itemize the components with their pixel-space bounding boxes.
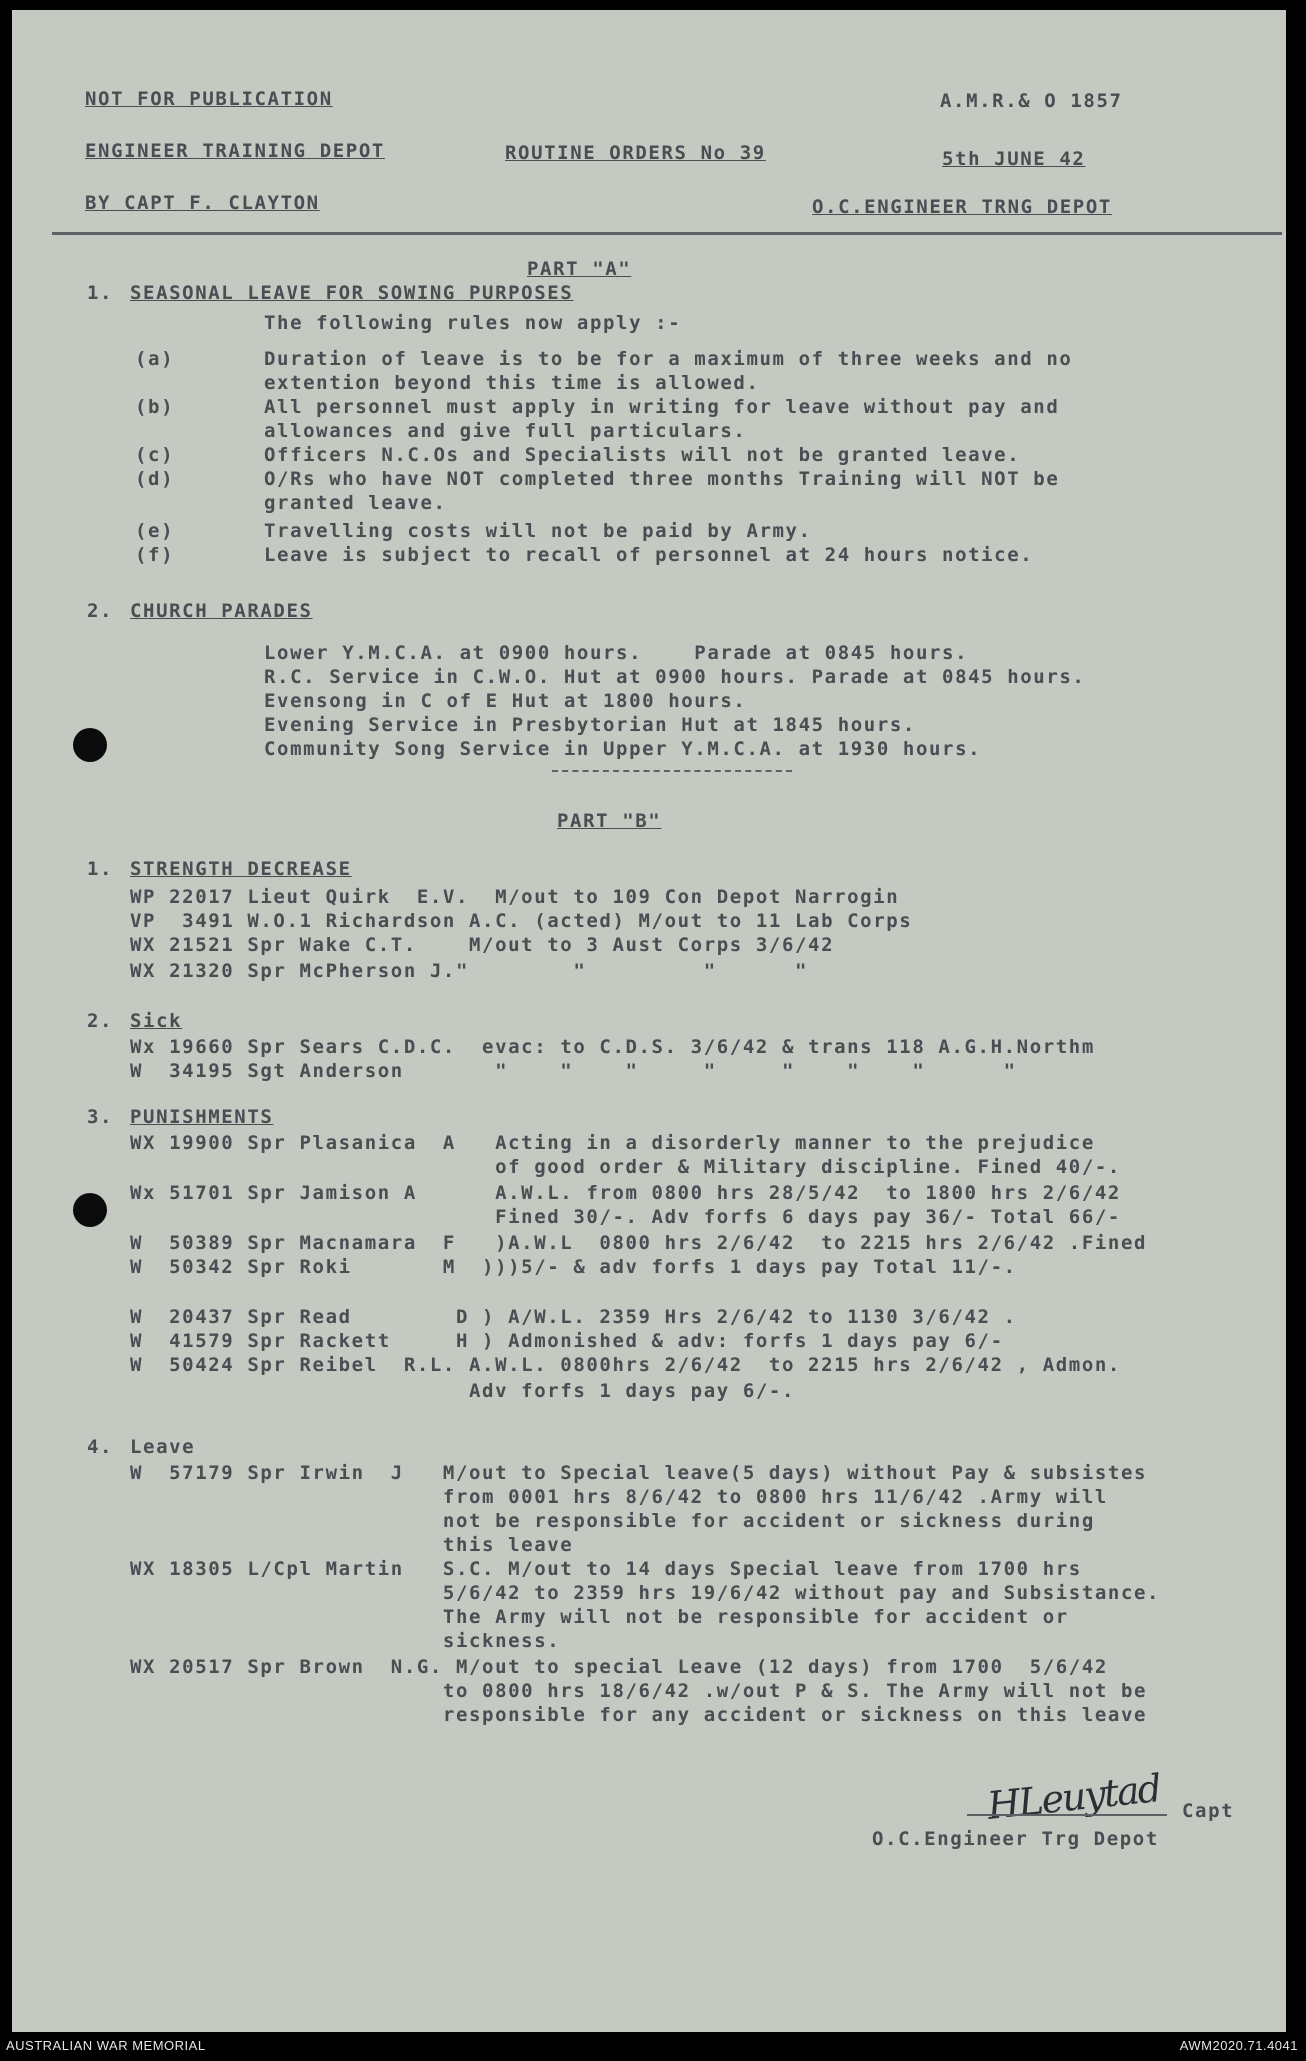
commanding-officer: O.C.ENGINEER TRNG DEPOT [812, 196, 1112, 218]
order-date: 5th JUNE 42 [942, 148, 1086, 170]
strength-line: WX 21320 Spr McPherson J." " " " [130, 960, 809, 982]
section-2-title: Sick [130, 1010, 183, 1032]
leave-line: this leave [130, 1534, 574, 1556]
part-b-title: PART "B" [557, 810, 662, 832]
signature-title: O.C.Engineer Trg Depot [872, 1828, 1159, 1850]
item-1-title: SEASONAL LEAVE FOR SOWING PURPOSES [130, 282, 574, 304]
section-3-number: 3. [87, 1106, 114, 1128]
church-line: Evensong in C of E Hut at 1800 hours. [264, 690, 747, 712]
section-4-number: 4. [87, 1436, 114, 1458]
punishment-line: Adv forfs 1 days pay 6/-. [130, 1380, 795, 1402]
item-2-number: 2. [87, 600, 114, 622]
reference-number: A.M.R.& O 1857 [940, 90, 1123, 112]
archive-reference: AWM2020.71.4041 [1179, 2038, 1298, 2053]
punishment-line: W 20437 Spr Read D ) A/W.L. 2359 Hrs 2/6/42 to 1130 3/6/42 . [130, 1306, 1017, 1328]
point-label: (f) [135, 544, 175, 566]
section-2-number: 2. [87, 1010, 114, 1032]
punishment-line: of good order & Military discipline. Fined 40/-. [130, 1156, 1121, 1178]
item-2-title: CHURCH PARADES [130, 600, 313, 622]
point-text: Officers N.C.Os and Specialists will not be granted leave. [264, 444, 1021, 466]
unit-name: ENGINEER TRAINING DEPOT [85, 140, 385, 162]
part-a-title: PART "A" [527, 258, 632, 280]
leave-line: responsible for any accident or sickness on this leave [130, 1704, 1148, 1726]
handwritten-signature: HLeuytad [985, 1766, 1162, 1828]
leave-line: WX 20517 Spr Brown N.G. M/out to special Leave (12 days) from 1700 5/6/42 [130, 1656, 1108, 1678]
not-for-publication: NOT FOR PUBLICATION [85, 88, 333, 110]
church-line: Lower Y.M.C.A. at 0900 hours. Parade at 0845 hours. [264, 642, 969, 664]
leave-line: not be responsible for accident or sickness during [130, 1510, 1095, 1532]
section-1-number: 1. [87, 858, 114, 880]
header-rule [52, 232, 1282, 235]
leave-line: from 0001 hrs 8/6/42 to 0800 hrs 11/6/42 .Army will [130, 1486, 1108, 1508]
punishment-line: W 41579 Spr Rackett H ) Admonished & adv: forfs 1 days pay 6/- [130, 1330, 1004, 1352]
leave-line: The Army will not be responsible for accident or [130, 1606, 1069, 1628]
strength-line: WP 22017 Lieut Quirk E.V. M/out to 109 Con Depot Narrogin [130, 886, 900, 908]
point-text: All personnel must apply in writing for leave without pay and [264, 396, 1060, 418]
punishment-line: WX 19900 Spr Plasanica A Acting in a disorderly manner to the prejudice [130, 1132, 1095, 1154]
point-label: (b) [135, 396, 175, 418]
leave-line: WX 18305 L/Cpl Martin S.C. M/out to 14 days Special leave from 1700 hrs [130, 1558, 1082, 1580]
section-4-title: Leave [130, 1436, 196, 1458]
punishment-line: Fined 30/-. Adv forfs 6 days pay 36/- Total 66/- [130, 1206, 1121, 1228]
document-page [12, 10, 1286, 2032]
leave-line: sickness. [130, 1630, 561, 1652]
point-text: Travelling costs will not be paid by Army. [264, 520, 812, 542]
archive-label: AUSTRALIAN WAR MEMORIAL [6, 2038, 206, 2053]
point-text: O/Rs who have NOT completed three months Training will NOT be [264, 468, 1060, 490]
leave-line: to 0800 hrs 18/6/42 .w/out P & S. The Army will not be [130, 1680, 1148, 1702]
punishment-line: W 50424 Spr Reibel R.L. A.W.L. 0800hrs 2/6/42 to 2215 hrs 2/6/42 , Admon. [130, 1354, 1121, 1376]
point-text: Leave is subject to recall of personnel at 24 hours notice. [264, 544, 1034, 566]
sick-line: W 34195 Sgt Anderson " " " " " " " " [130, 1060, 1017, 1082]
point-text: allowances and give full particulars. [264, 420, 747, 442]
point-label: (d) [135, 468, 175, 490]
strength-line: WX 21521 Spr Wake C.T. M/out to 3 Aust Corps 3/6/42 [130, 934, 835, 956]
point-label: (c) [135, 444, 175, 466]
leave-line: W 57179 Spr Irwin J M/out to Special leave(5 days) without Pay & subsistes [130, 1462, 1148, 1484]
punishment-line: Wx 51701 Spr Jamison A A.W.L. from 0800 hrs 28/5/42 to 1800 hrs 2/6/42 [130, 1182, 1121, 1204]
punishment-line: W 50389 Spr Macnamara F )A.W.L 0800 hrs 2/6/42 to 2215 hrs 2/6/42 .Fined [130, 1232, 1148, 1254]
punch-hole [73, 1193, 107, 1227]
punch-hole [73, 728, 107, 762]
leave-line: 5/6/42 to 2359 hrs 19/6/42 without pay and Subsistance. [130, 1582, 1161, 1604]
section-separator [552, 770, 792, 772]
section-1-title: STRENGTH DECREASE [130, 858, 352, 880]
strength-line: VP 3491 W.O.1 Richardson A.C. (acted) M/out to 11 Lab Corps [130, 910, 913, 932]
item-1-intro: The following rules now apply :- [264, 312, 682, 334]
point-text: granted leave. [264, 492, 447, 514]
orders-number: ROUTINE ORDERS No 39 [505, 142, 766, 164]
item-1-number: 1. [87, 282, 114, 304]
point-label: (a) [135, 348, 175, 370]
point-label: (e) [135, 520, 175, 542]
point-text: extention beyond this time is allowed. [264, 372, 760, 394]
church-line: R.C. Service in C.W.O. Hut at 0900 hours. Parade at 0845 hours. [264, 666, 1086, 688]
signature-line [967, 1814, 1167, 1816]
issued-by: BY CAPT F. CLAYTON [85, 192, 320, 214]
church-line: Evening Service in Presbytorian Hut at 1845 hours. [264, 714, 916, 736]
punishment-line: W 50342 Spr Roki M )))5/- & adv forfs 1 days pay Total 11/-. [130, 1256, 1017, 1278]
point-text: Duration of leave is to be for a maximum of three weeks and no [264, 348, 1073, 370]
sick-line: Wx 19660 Spr Sears C.D.C. evac: to C.D.S. 3/6/42 & trans 118 A.G.H.Northm [130, 1036, 1095, 1058]
signature-rank: Capt [1182, 1800, 1235, 1822]
church-line: Community Song Service in Upper Y.M.C.A. at 1930 hours. [264, 738, 982, 760]
section-3-title: PUNISHMENTS [130, 1106, 274, 1128]
